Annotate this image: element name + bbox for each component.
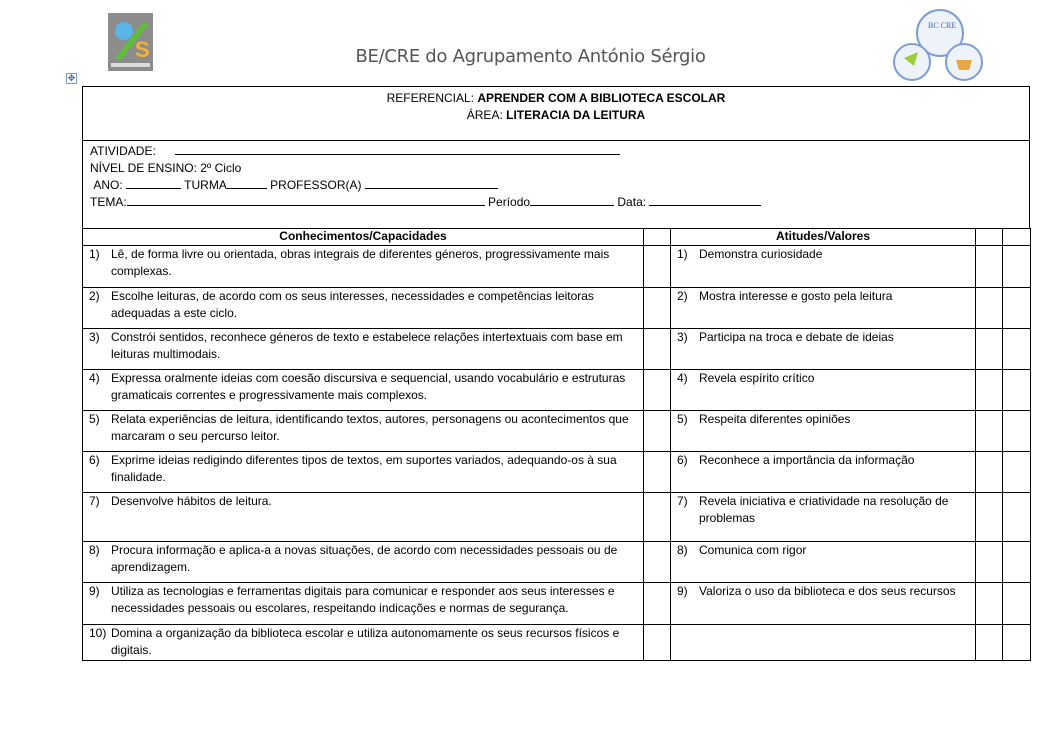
attitude-text: Valoriza o uso da biblioteca e dos seus recursos: [699, 584, 956, 598]
attitude-text: Reconhece a importância da informação: [699, 453, 915, 467]
item-number: 6): [677, 453, 688, 467]
svg-text:S: S: [135, 37, 150, 62]
check-cell[interactable]: [1003, 246, 1031, 288]
check-cell[interactable]: [644, 329, 671, 370]
check-cell[interactable]: [1003, 625, 1031, 661]
library-logo: [888, 8, 988, 82]
capacity-cell: [83, 583, 644, 625]
capacity-cell: [83, 288, 644, 329]
capacity-text: Procura informação e aplica-a a novas situações, de acordo com necessidades pessoais ou de aprendizagem.: [111, 543, 618, 574]
item-number: 9): [677, 584, 688, 598]
table-row: [83, 542, 1031, 583]
check-cell[interactable]: [976, 625, 1003, 661]
item-number: 1): [677, 247, 688, 261]
professor-field[interactable]: [365, 177, 498, 189]
attitude-cell: [671, 493, 976, 542]
referencial-value: APRENDER COM A BIBLIOTECA ESCOLAR: [477, 91, 726, 105]
table-row: [83, 288, 1031, 329]
capacity-cell: [83, 370, 644, 411]
item-number: 3): [677, 330, 688, 344]
check-cell[interactable]: [976, 288, 1003, 329]
table-row: [83, 246, 1031, 288]
attitude-cell: [671, 583, 976, 625]
periodo-field[interactable]: [530, 194, 614, 206]
attitude-cell: [671, 288, 976, 329]
capacity-cell: [83, 246, 644, 288]
item-number: 7): [677, 494, 688, 508]
check-cell[interactable]: [1003, 583, 1031, 625]
item-number: 1): [89, 247, 100, 261]
table-row: [83, 493, 1031, 542]
check-cell[interactable]: [976, 329, 1003, 370]
attitude-cell: [671, 246, 976, 288]
check-cell[interactable]: [644, 411, 671, 452]
data-field[interactable]: [649, 194, 761, 206]
header-conhecimentos: Conhecimentos/Capacidades: [83, 229, 644, 246]
item-number: 9): [89, 584, 100, 598]
check-cell[interactable]: [1003, 542, 1031, 583]
attitude-cell: [671, 329, 976, 370]
atividade-field[interactable]: [175, 143, 620, 155]
attitude-cell: [671, 625, 976, 661]
capacity-cell: [83, 625, 644, 661]
check-cell[interactable]: [644, 542, 671, 583]
table-row: [83, 370, 1031, 411]
attitude-text: Revela iniciativa e criatividade na resolução de problemas: [699, 494, 949, 525]
item-number: 4): [677, 371, 688, 385]
table-row: [83, 452, 1031, 493]
attitude-text: Respeita diferentes opiniões: [699, 412, 851, 426]
capacity-text: Exprime ideias redigindo diferentes tipos de textos, em suportes variados, adequando-os à sua finalidade.: [111, 453, 617, 484]
check-cell[interactable]: [644, 370, 671, 411]
check-cell[interactable]: [1003, 411, 1031, 452]
attitude-text: Revela espírito crítico: [699, 371, 815, 385]
attitude-cell: [671, 452, 976, 493]
item-number: 5): [89, 412, 100, 426]
check-header: [976, 229, 1003, 246]
area-value: LITERACIA DA LEITURA: [506, 108, 646, 122]
header-atitudes: Atitudes/Valores: [671, 229, 976, 246]
item-number: 4): [89, 371, 100, 385]
area-label: ÁREA:: [466, 108, 503, 122]
capacity-cell: [83, 542, 644, 583]
referencial-label: REFERENCIAL:: [386, 91, 474, 105]
capacity-text: Relata experiências de leitura, identificando textos, autores, personagens ou acontecimentos que marcaram o seu percurso leitor.: [111, 412, 629, 443]
ano-label: ANO:: [93, 178, 123, 192]
check-cell[interactable]: [1003, 329, 1031, 370]
capacity-text: Expressa oralmente ideias com coesão discursiva e sequencial, usando vocabulário e estruturas gramaticais correntes e progressivamente mais complexos.: [111, 371, 626, 402]
ano-field[interactable]: [126, 177, 181, 189]
check-cell[interactable]: [644, 583, 671, 625]
svg-text:BC CRE: BC CRE: [928, 21, 957, 30]
document-title: BE/CRE do Agrupamento António Sérgio: [355, 46, 706, 67]
table-move-handle-icon[interactable]: ✥: [67, 73, 76, 83]
nivel-ensino: NÍVEL DE ENSINO: 2º Ciclo: [90, 161, 242, 175]
check-cell[interactable]: [976, 370, 1003, 411]
professor-label: PROFESSOR(A): [270, 178, 362, 192]
capacity-text: Lê, de forma livre ou orientada, obras integrais de diferentes géneros, progressivamente mais complexas.: [111, 247, 610, 278]
check-cell[interactable]: [1003, 493, 1031, 542]
item-number: 6): [89, 453, 100, 467]
attitude-cell: [671, 411, 976, 452]
item-number: 5): [677, 412, 688, 426]
item-number: 3): [89, 330, 100, 344]
check-cell[interactable]: [976, 542, 1003, 583]
tema-label: TEMA:: [90, 195, 127, 209]
capacity-cell: [83, 411, 644, 452]
tema-field[interactable]: [127, 194, 485, 206]
table-row: [83, 583, 1031, 625]
check-cell[interactable]: [644, 625, 671, 661]
capacity-text: Escolhe leituras, de acordo com os seus interesses, necessidades e competências leitoras adequadas a este ciclo.: [111, 289, 594, 320]
check-cell[interactable]: [1003, 370, 1031, 411]
capacity-text: Constrói sentidos, reconhece géneros de texto e estabelece relações intertextuais com base em leituras multimodais.: [111, 330, 623, 361]
capacity-text: Domina a organização da biblioteca escolar e utiliza autonomamente os seus recursos físicos e digitais.: [111, 626, 620, 657]
table-row: [83, 329, 1031, 370]
check-header: [644, 229, 671, 246]
attitude-text: Demonstra curiosidade: [699, 247, 823, 261]
referencial-header: [82, 86, 1030, 141]
check-cell[interactable]: [644, 288, 671, 329]
check-cell[interactable]: [976, 583, 1003, 625]
check-cell[interactable]: [644, 246, 671, 288]
capacity-cell: [83, 452, 644, 493]
attitude-text: Mostra interesse e gosto pela leitura: [699, 289, 893, 303]
attitude-text: Comunica com rigor: [699, 543, 807, 557]
item-number: 8): [677, 543, 688, 557]
check-cell[interactable]: [1003, 288, 1031, 329]
attitude-cell: [671, 370, 976, 411]
item-number: 2): [89, 289, 100, 303]
check-cell[interactable]: [644, 493, 671, 542]
item-number: 8): [89, 543, 100, 557]
check-cell[interactable]: [976, 452, 1003, 493]
turma-label: TURMA: [184, 178, 227, 192]
data-label: Data:: [617, 195, 647, 209]
item-number: 7): [89, 494, 100, 508]
table-row: [83, 625, 1031, 661]
turma-field[interactable]: [227, 177, 267, 189]
check-cell[interactable]: [976, 246, 1003, 288]
capacity-text: Utiliza as tecnologias e ferramentas digitais para comunicar e responder aos seus interesses e necessidades pessoais ou escolares, respeitando indicações e normas de segurança.: [111, 584, 615, 615]
capacity-cell: [83, 329, 644, 370]
check-cell[interactable]: [644, 452, 671, 493]
atividade-label: ATIVIDADE:: [90, 144, 156, 158]
check-header: [1003, 229, 1031, 246]
attitude-cell: [671, 542, 976, 583]
assessment-table: [82, 228, 1031, 661]
attitude-text: Participa na troca e debate de ideias: [699, 330, 894, 344]
capacity-text: Desenvolve hábitos de leitura.: [111, 494, 272, 508]
activity-fields: [82, 140, 1030, 229]
capacity-cell: [83, 493, 644, 542]
item-number: 10): [89, 626, 107, 640]
table-row: [83, 411, 1031, 452]
check-cell[interactable]: [1003, 452, 1031, 493]
check-cell[interactable]: [976, 493, 1003, 542]
item-number: 2): [677, 289, 688, 303]
periodo-label: Período: [488, 195, 531, 209]
check-cell[interactable]: [976, 411, 1003, 452]
